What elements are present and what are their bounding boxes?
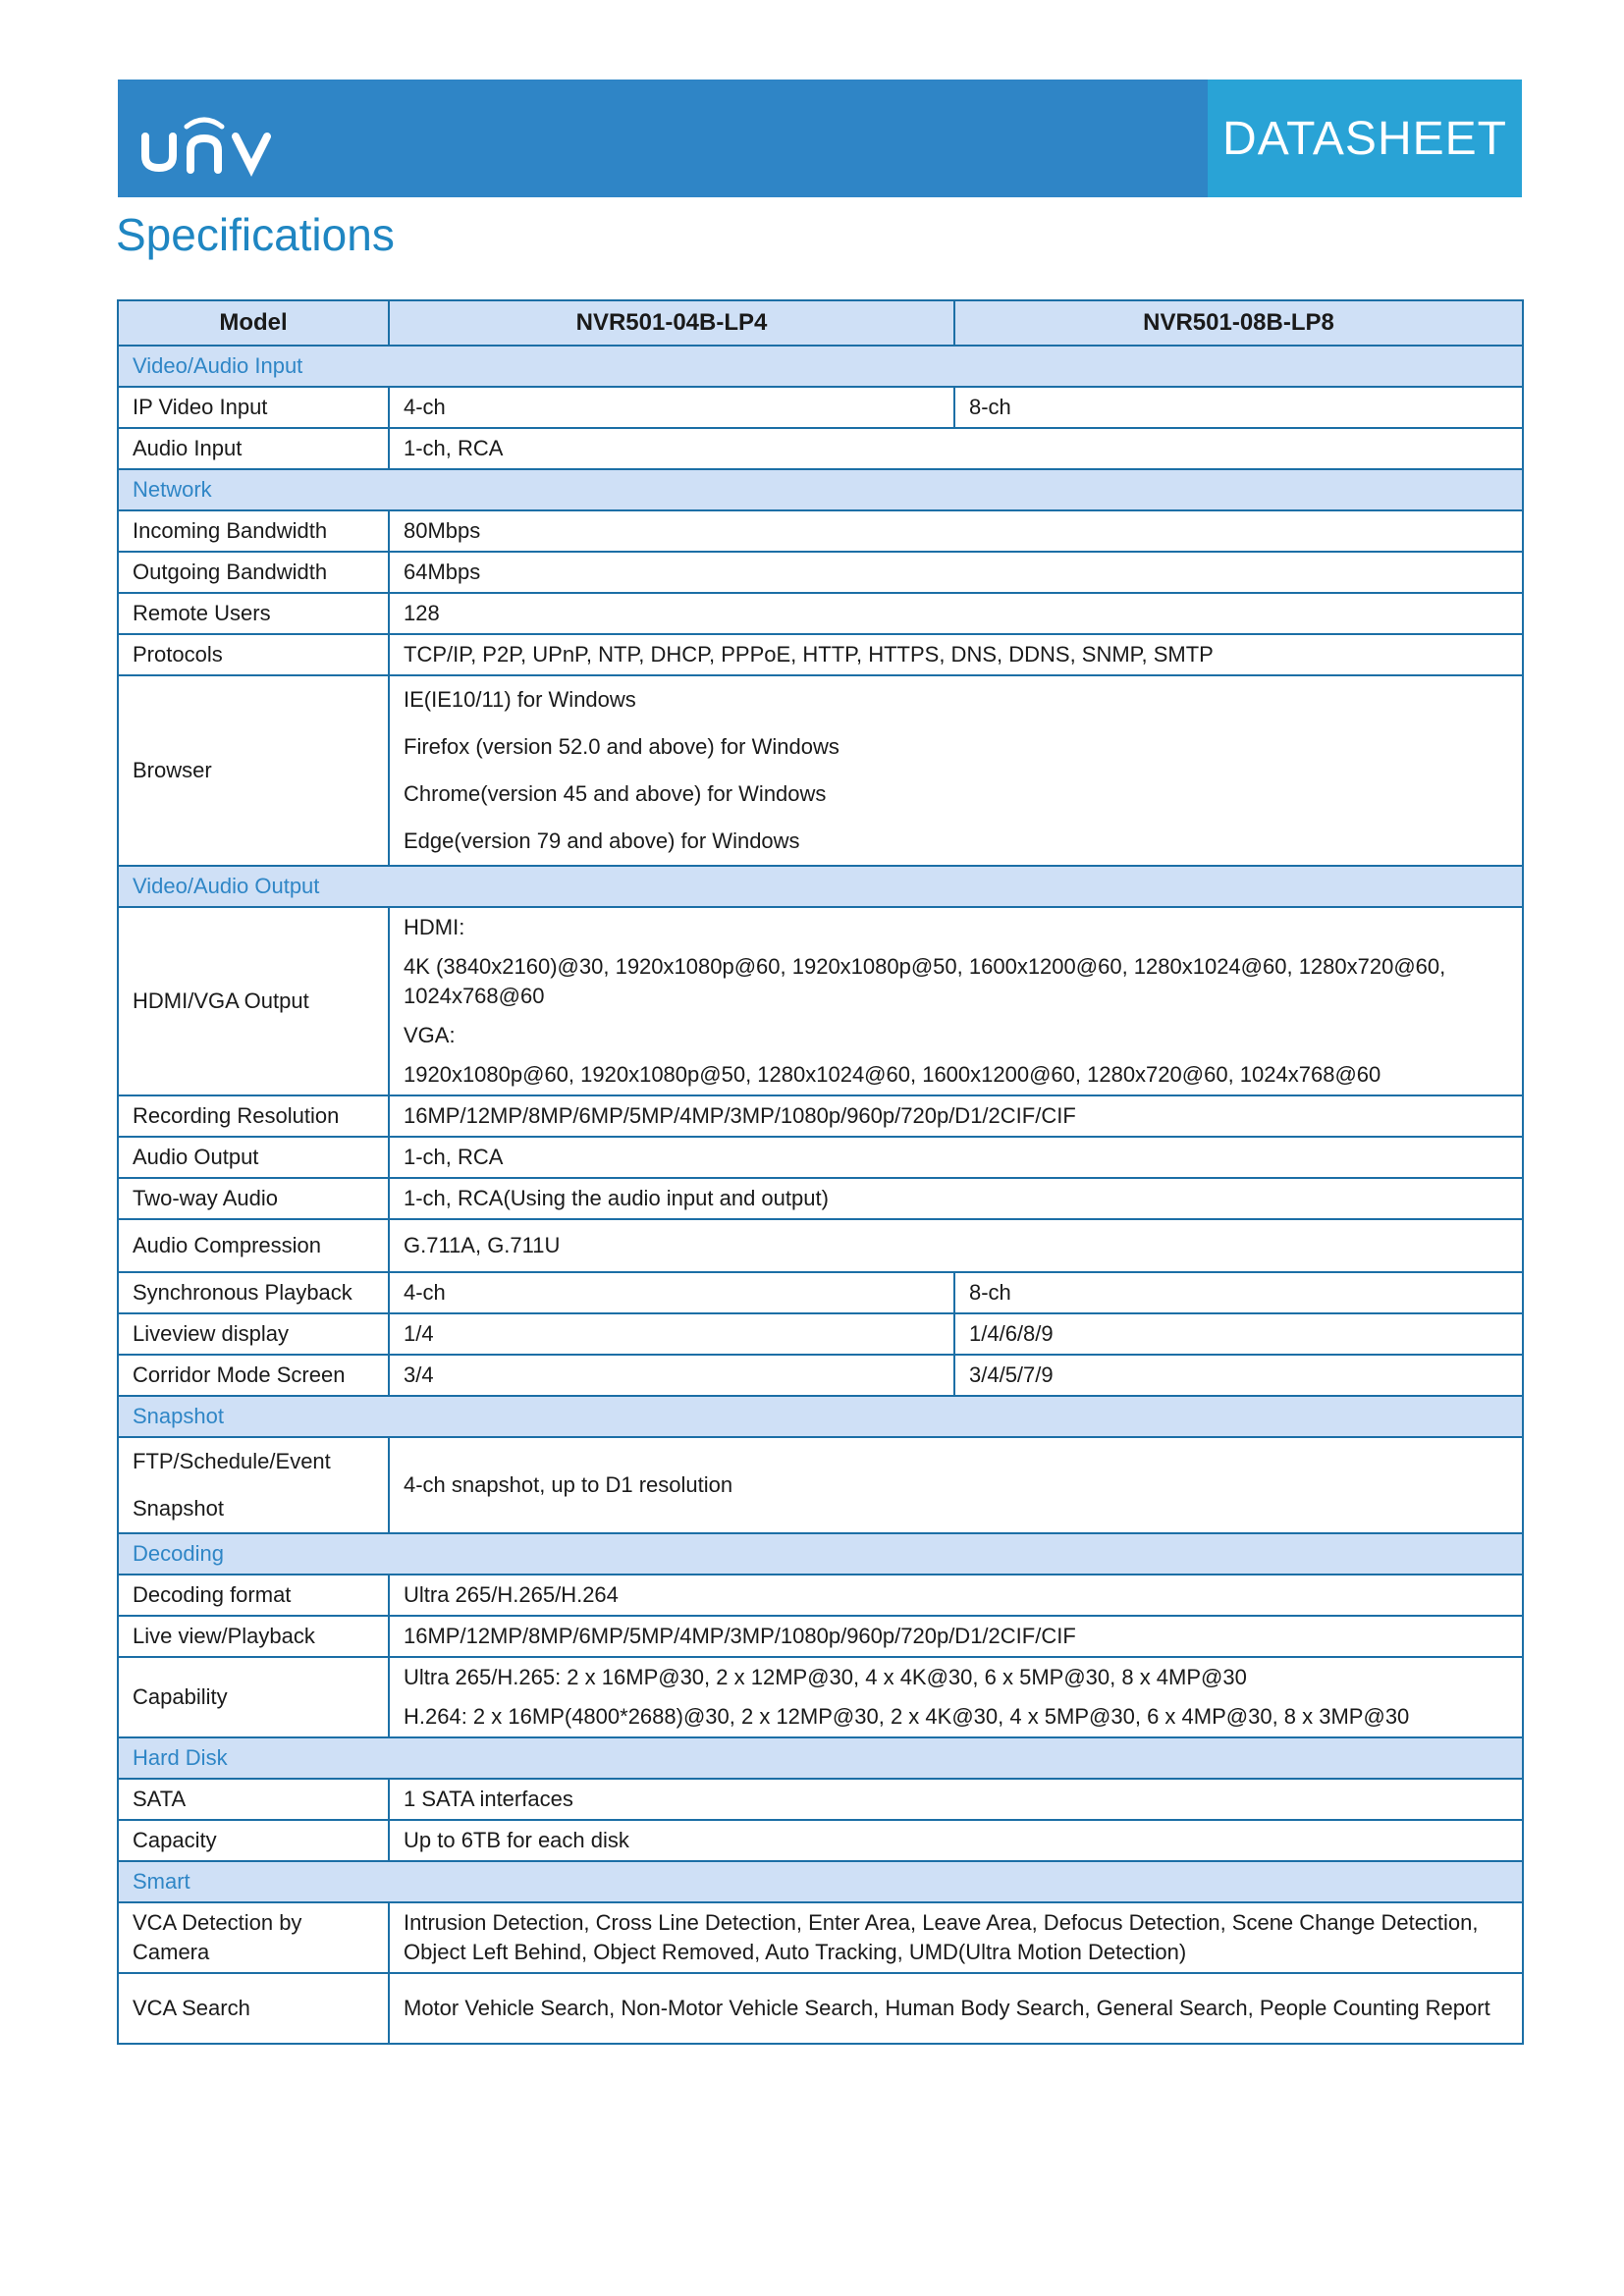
- row-value: TCP/IP, P2P, UPnP, NTP, DHCP, PPPoE, HTTP, HTTPS, DNS, DDNS, SNMP, SMTP: [389, 634, 1523, 675]
- row-label: Remote Users: [118, 593, 389, 634]
- table-row: [118, 1616, 1523, 1657]
- section-row: [118, 866, 1523, 907]
- value-line: Ultra 265/H.265: 2 x 16MP@30, 2 x 12MP@30, 4 x 4K@30, 6 x 5MP@30, 8 x 4MP@30: [404, 1665, 1247, 1689]
- row-value: Up to 6TB for each disk: [389, 1820, 1523, 1861]
- label-line: FTP/Schedule/Event: [133, 1449, 331, 1473]
- value-line: VGA:: [404, 1023, 456, 1047]
- row-value: 4-ch: [389, 1272, 954, 1313]
- page-title: Specifications: [116, 209, 395, 260]
- section-row: [118, 1396, 1523, 1437]
- unv-logo: [137, 99, 285, 178]
- value-line: HDMI:: [404, 915, 465, 939]
- row-label: Liveview display: [118, 1313, 389, 1355]
- label-line: Snapshot: [133, 1496, 224, 1521]
- row-label: IP Video Input: [118, 387, 389, 428]
- table-row: [118, 675, 1523, 866]
- column-header: NVR501-08B-LP8: [954, 300, 1523, 346]
- row-label: Live view/Playback: [118, 1616, 389, 1657]
- row-label: VCA Detection by Camera: [118, 1902, 389, 1973]
- value-line: Chrome(version 45 and above) for Windows: [404, 781, 827, 806]
- row-value: 1/4: [389, 1313, 954, 1355]
- section-row: [118, 1533, 1523, 1575]
- datasheet-badge: DATASHEET: [1208, 80, 1522, 197]
- table-row: [118, 428, 1523, 469]
- row-value: Motor Vehicle Search, Non-Motor Vehicle Search, Human Body Search, General Search, People Counting Report: [389, 1973, 1523, 2044]
- table-row: [118, 1973, 1523, 2044]
- table-row: [118, 634, 1523, 675]
- row-value: G.711A, G.711U: [389, 1219, 1523, 1272]
- table-row: [118, 1272, 1523, 1313]
- row-label: Audio Output: [118, 1137, 389, 1178]
- row-label: Capability: [118, 1657, 389, 1737]
- table-row: [118, 1779, 1523, 1820]
- table-row: [118, 1355, 1523, 1396]
- row-value: 4-ch snapshot, up to D1 resolution: [389, 1437, 1523, 1533]
- row-value: 1-ch, RCA: [389, 1137, 1523, 1178]
- column-header: Model: [118, 300, 389, 346]
- table-row: [118, 552, 1523, 593]
- row-label: Audio Input: [118, 428, 389, 469]
- section-title: Snapshot: [118, 1396, 1523, 1437]
- row-label: Audio Compression: [118, 1219, 389, 1272]
- section-row: [118, 469, 1523, 510]
- row-value: 1/4/6/8/9: [954, 1313, 1523, 1355]
- row-label: Browser: [118, 675, 389, 866]
- value-line: H.264: 2 x 16MP(4800*2688)@30, 2 x 12MP@30, 2 x 4K@30, 4 x 5MP@30, 6 x 4MP@30, 8 x 3MP@30: [404, 1704, 1410, 1729]
- row-label: VCA Search: [118, 1973, 389, 2044]
- value-line: Firefox (version 52.0 and above) for Windows: [404, 734, 839, 759]
- section-title: Decoding: [118, 1533, 1523, 1575]
- row-value: 1-ch, RCA: [389, 428, 1523, 469]
- row-label: Corridor Mode Screen: [118, 1355, 389, 1396]
- section-title: Hard Disk: [118, 1737, 1523, 1779]
- row-label: Decoding format: [118, 1575, 389, 1616]
- table-row: [118, 907, 1523, 1095]
- value-line: 4K (3840x2160)@30, 1920x1080p@60, 1920x1080p@50, 1600x1200@60, 1280x1024@60, 1280x720@60, 1024x768@60: [404, 954, 1446, 1008]
- header-banner: [118, 80, 1522, 197]
- row-value-multiline: [389, 907, 1523, 1095]
- row-value: 16MP/12MP/8MP/6MP/5MP/4MP/3MP/1080p/960p/720p/D1/2CIF/CIF: [389, 1095, 1523, 1137]
- table-row: [118, 1902, 1523, 1973]
- row-label: Outgoing Bandwidth: [118, 552, 389, 593]
- row-label: HDMI/VGA Output: [118, 907, 389, 1095]
- row-label-multiline: [118, 1437, 389, 1533]
- row-value: 4-ch: [389, 387, 954, 428]
- row-label: Capacity: [118, 1820, 389, 1861]
- row-label: Incoming Bandwidth: [118, 510, 389, 552]
- table-row: [118, 1219, 1523, 1272]
- table-row: [118, 1575, 1523, 1616]
- section-row: [118, 346, 1523, 387]
- section-title: Smart: [118, 1861, 1523, 1902]
- table-row: [118, 387, 1523, 428]
- column-header: NVR501-04B-LP4: [389, 300, 954, 346]
- section-title: Video/Audio Output: [118, 866, 1523, 907]
- section-row: [118, 1861, 1523, 1902]
- logo-text: UNV: [137, 99, 140, 100]
- logo-area: [118, 80, 1208, 197]
- table-header-row: [118, 300, 1523, 346]
- row-label: Two-way Audio: [118, 1178, 389, 1219]
- section-title: Network: [118, 469, 1523, 510]
- table-row: [118, 1313, 1523, 1355]
- row-value: Intrusion Detection, Cross Line Detection, Enter Area, Leave Area, Defocus Detection, Scene Change Detection, Object Left Behind, Object Removed, Auto Tracking, UMD(Ultra Motion Detection): [389, 1902, 1523, 1973]
- section-row: [118, 1737, 1523, 1779]
- row-value: 8-ch: [954, 387, 1523, 428]
- row-value: 8-ch: [954, 1272, 1523, 1313]
- row-value: 1 SATA interfaces: [389, 1779, 1523, 1820]
- value-line: 1920x1080p@60, 1920x1080p@50, 1280x1024@60, 1600x1200@60, 1280x720@60, 1024x768@60: [404, 1062, 1381, 1087]
- table-row: [118, 1095, 1523, 1137]
- table-row: [118, 593, 1523, 634]
- row-value: 3/4/5/7/9: [954, 1355, 1523, 1396]
- table-row: [118, 1137, 1523, 1178]
- row-label: Synchronous Playback: [118, 1272, 389, 1313]
- row-value: 1-ch, RCA(Using the audio input and output): [389, 1178, 1523, 1219]
- row-value: Ultra 265/H.265/H.264: [389, 1575, 1523, 1616]
- row-value: 80Mbps: [389, 510, 1523, 552]
- table-row: [118, 510, 1523, 552]
- table-row: [118, 1178, 1523, 1219]
- row-label: Recording Resolution: [118, 1095, 389, 1137]
- value-line: Edge(version 79 and above) for Windows: [404, 828, 800, 853]
- spec-table: [117, 299, 1524, 2045]
- row-value: 128: [389, 593, 1523, 634]
- table-row: [118, 1820, 1523, 1861]
- row-label: Protocols: [118, 634, 389, 675]
- row-value: 16MP/12MP/8MP/6MP/5MP/4MP/3MP/1080p/960p/720p/D1/2CIF/CIF: [389, 1616, 1523, 1657]
- row-value: 3/4: [389, 1355, 954, 1396]
- row-value-multiline: [389, 1657, 1523, 1737]
- table-row: [118, 1437, 1523, 1533]
- value-line: IE(IE10/11) for Windows: [404, 687, 636, 712]
- table-row: [118, 1657, 1523, 1737]
- row-value-multiline: [389, 675, 1523, 866]
- row-label: SATA: [118, 1779, 389, 1820]
- section-title: Video/Audio Input: [118, 346, 1523, 387]
- row-value: 64Mbps: [389, 552, 1523, 593]
